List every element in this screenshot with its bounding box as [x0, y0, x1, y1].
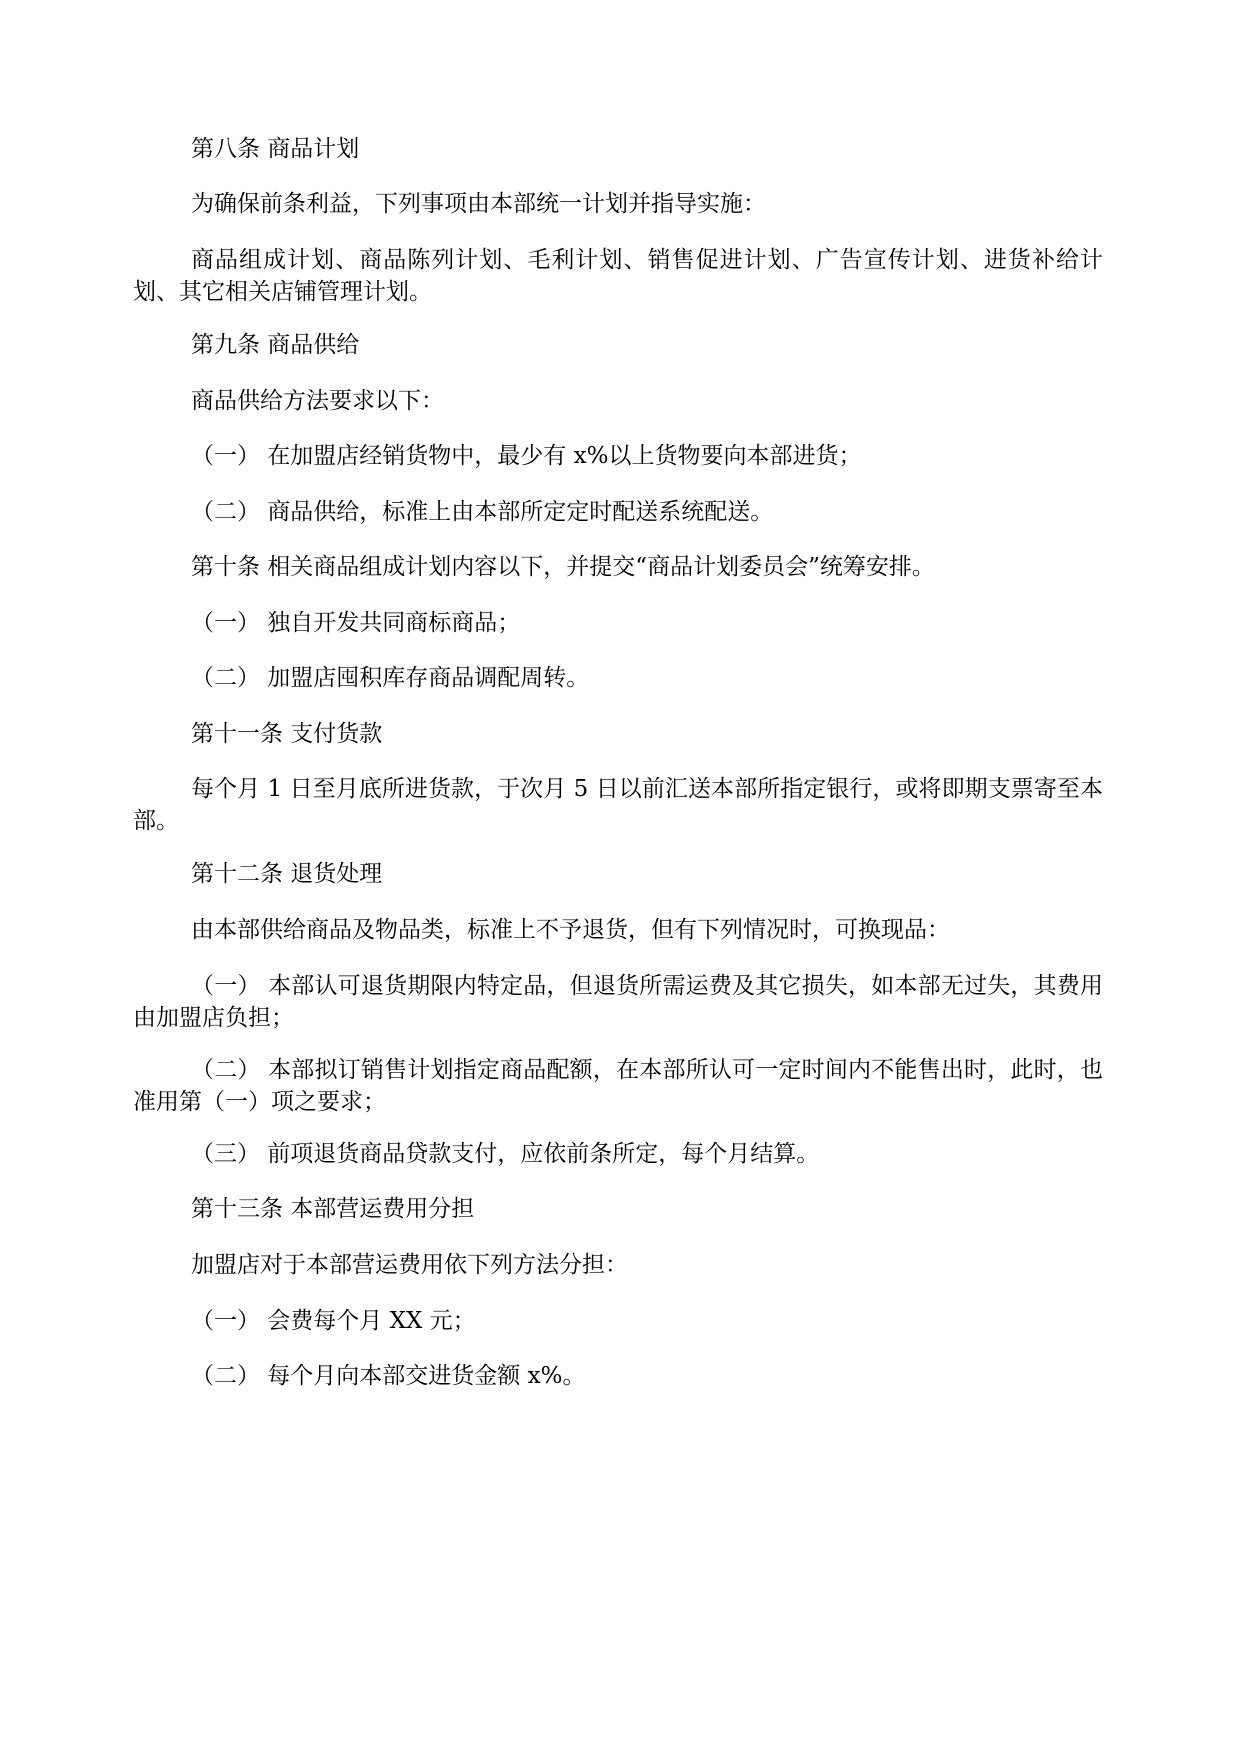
article-12-heading: 第十二条 退货处理	[191, 861, 383, 887]
article-13-intro: 加盟店对于本部营运费用依下列方法分担：	[191, 1252, 628, 1278]
article-13-item-2: （二） 每个月向本部交进货金额 x%。	[191, 1363, 586, 1389]
article-9-heading: 第九条 商品供给	[191, 332, 360, 358]
article-10-item-2: （二） 加盟店囤积库存商品调配周转。	[191, 665, 590, 691]
article-12-item-1: （一） 本部认可退货期限内特定品，但退货所需运费及其它损失，如本部无过失，其费用由加盟店负担；	[133, 973, 1103, 1031]
article-11-heading: 第十一条 支付货款	[191, 721, 383, 747]
article-8-intro: 为确保前条利益，下列事项由本部统一计划并指导实施：	[191, 191, 766, 217]
article-10-heading: 第十条 相关商品组成计划内容以下，并提交“商品计划委员会”统筹安排。	[191, 554, 935, 580]
article-8-heading: 第八条 商品计划	[191, 136, 360, 162]
article-11-body: 每个月 1 日至月底所进货款，于次月 5 日以前汇送本部所指定银行，或将即期支票寄至本部。	[133, 776, 1103, 834]
article-9-intro: 商品供给方法要求以下：	[191, 388, 444, 414]
article-12-item-3: （三） 前项退货商品贷款支付，应依前条所定，每个月结算。	[191, 1141, 820, 1167]
article-9-item-2: （二） 商品供给，标准上由本部所定定时配送系统配送。	[191, 499, 774, 525]
article-12-intro: 由本部供给商品及物品类，标准上不予退货，但有下列情况时，可换现品：	[191, 917, 950, 943]
article-9-item-1: （一） 在加盟店经销货物中，最少有 x%以上货物要向本部进货；	[191, 443, 862, 469]
article-8-plans: 商品组成计划、商品陈列计划、毛利计划、销售促进计划、广告宣传计划、进货补给计划、其它相关店铺管理计划。	[133, 247, 1103, 305]
article-13-item-1: （一） 会费每个月 XX 元；	[191, 1308, 476, 1334]
article-13-heading: 第十三条 本部营运费用分担	[191, 1196, 475, 1222]
article-12-item-2: （二） 本部拟订销售计划指定商品配额，在本部所认可一定时间内不能售出时，此时，也准用第（一）项之要求；	[133, 1057, 1103, 1115]
article-10-item-1: （一） 独自开发共同商标商品；	[191, 610, 521, 636]
